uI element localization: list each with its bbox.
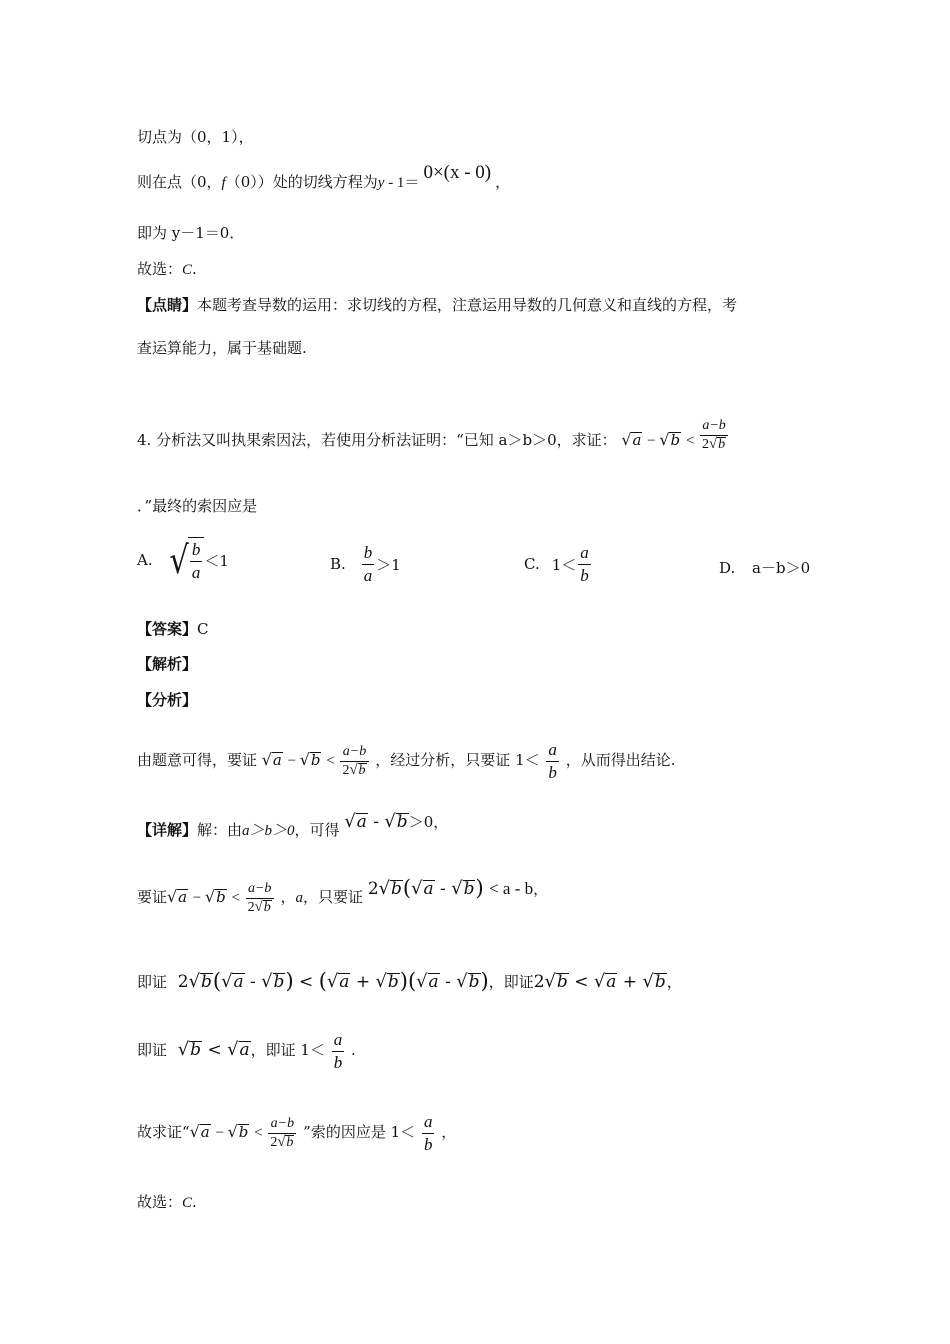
text: ， (280, 888, 296, 906)
text: 由题意可得，要证 (137, 751, 258, 769)
text: ， (533, 880, 549, 898)
inequality-2: 2 √ b ( √ a - √ b ) < ( √ a + √ b )( √ a - √ b ) (177, 969, 489, 993)
text: 故求证“ (137, 1123, 190, 1141)
option-a[interactable] (137, 533, 229, 587)
var-a: a (295, 890, 304, 906)
text: 解：由 (197, 821, 243, 839)
fraction-a-over-b: $\frac{a}{b}$ (580, 542, 589, 585)
question4-stem-end (137, 496, 257, 516)
detail-label: 【详解】 (137, 821, 198, 839)
answer-value: C (197, 620, 209, 638)
fraction-amb-over-2sqrtb: a−b 2 √ b (340, 744, 368, 779)
option-label: D. (719, 559, 736, 577)
text: 故选： (137, 260, 183, 278)
fraction-a-over-b: $\frac{a}{b}$ (548, 739, 557, 782)
text: 本题考查导数的运用：求切线的方程，注意运用导数的几何意义和直线的方程，考 (197, 296, 738, 314)
condition: a＞b＞0 (242, 823, 295, 839)
text: ．”最终的索因应是 (137, 497, 258, 515)
inequality-3: 2 √ b < √ a + √ b (533, 971, 666, 992)
detail-line-5: 故求证“ √ a − √ b < a−b 2 √ b ”索的因应是 1＜ $\frac{a}{b}$ ， (137, 1111, 457, 1154)
tangent-equation-line (137, 162, 511, 193)
text: ，可得 (294, 821, 340, 839)
answer-label: 【答案】 (137, 620, 198, 638)
text: （0））处的切线方程为 (225, 173, 378, 191)
fraction-amb-over-2sqrtb: a−b 2 √ b (700, 418, 728, 453)
text: . (192, 1193, 197, 1211)
fraction-a-over-b: $\frac{a}{b}$ (423, 1111, 433, 1154)
text: 1＜ (551, 555, 577, 574)
fraction-b-over-a: $\frac{b}{a}$ (363, 542, 373, 585)
inequality-1: 2 √ b ( √ a - √ b ) < a - b (367, 876, 534, 900)
jiexi-label: 【解析】 (137, 655, 198, 673)
answer-letter: C (182, 262, 193, 278)
option-label: A. (137, 551, 153, 569)
sqrt-b-over-a: √ $\frac{b}{a}$ (167, 537, 205, 583)
result-line (137, 223, 244, 243)
fraction-amb-over-2sqrtb: a−b 2 √ b (246, 881, 274, 916)
fraction-a-over-b: $\frac{a}{b}$ (333, 1029, 343, 1072)
fenxi-line (137, 690, 197, 710)
text: ，即证 (488, 973, 534, 991)
text: . (351, 1041, 356, 1059)
text: ＞1 (376, 555, 401, 574)
text: ，即证 1＜ (250, 1041, 325, 1059)
tangent-point-line (137, 127, 254, 147)
option-c[interactable] (524, 537, 593, 591)
func-f: f (221, 175, 226, 191)
detail-line-1 (137, 811, 449, 841)
comment-line-1 (137, 295, 737, 315)
text: ＞0， (408, 813, 449, 831)
text: 要证 (137, 888, 168, 906)
jiexi-line (137, 654, 197, 674)
text: . (192, 260, 197, 278)
text: 查运算能力，属于基础题. (137, 339, 307, 357)
text: ”索的因应是 1＜ (303, 1123, 416, 1141)
inequality-4: √ b < √ a (177, 1039, 250, 1060)
detail-line-4 (137, 1028, 356, 1072)
comment-label: 【点睛】 (137, 296, 198, 314)
text: 切点为（0，1）， (137, 128, 254, 146)
option-d[interactable] (719, 557, 810, 578)
text: 即为 y－1＝0． (137, 224, 245, 242)
rhs: < a - b (489, 879, 534, 898)
option-b[interactable] (330, 537, 401, 591)
text: a－b＞0 (752, 559, 811, 577)
fenxi-text: 由题意可得，要证 √ a − √ b < a−b 2 √ b ，经过分析，只要证 1＜ $\frac{a}{b}$ ，从而得出结论. (137, 739, 676, 782)
fraction-amb-over-2sqrtb: a−b 2 √ b (268, 1116, 296, 1151)
text: ，只要证 (303, 888, 364, 906)
detail-line-6 (137, 1192, 197, 1213)
detail-line-3 (137, 963, 682, 999)
sqrt-a: √ a (621, 430, 642, 449)
text: 即证 (137, 973, 168, 991)
option-label: C. (524, 555, 540, 573)
text: 4. 分析法又叫执果索因法，若使用分析法证明：“已知 a＞b＞0，求证： (137, 431, 617, 449)
sqrt-diff: √ a - √ b (344, 811, 408, 832)
fenxi-label: 【分析】 (137, 691, 198, 709)
text: 即证 (137, 1041, 168, 1059)
option-label: B. (330, 555, 346, 573)
comment-line-2 (137, 338, 307, 358)
var-y: y (377, 175, 385, 191)
answer-letter: C (182, 1195, 193, 1211)
text: ， (495, 173, 511, 191)
choice-line-q3 (137, 259, 197, 280)
text: - 1＝ (384, 175, 420, 191)
sqrt-b: √ b (659, 430, 681, 449)
text: ，从而得出结论. (565, 751, 676, 769)
text: ， (666, 973, 682, 991)
answer-line (137, 619, 209, 639)
text: 故选： (137, 1193, 183, 1211)
text: ＜1 (204, 551, 229, 570)
text: ，经过分析，只要证 1＜ (375, 751, 540, 769)
formula-tangent: 0×(x - 0) (423, 162, 492, 183)
text: ， (441, 1123, 457, 1141)
question4-stem: 4. 分析法又叫执果索因法，若使用分析法证明：“已知 a＞b＞0，求证： √ a − √ b < a−b 2 √ b (137, 420, 730, 460)
detail-line-2: 要证 √ a − √ b < a−b 2 √ b ，a，只要证 2 √ b ( √ a - √ b ) < a - b， (137, 876, 549, 915)
text: 则在点（0， (137, 173, 222, 191)
